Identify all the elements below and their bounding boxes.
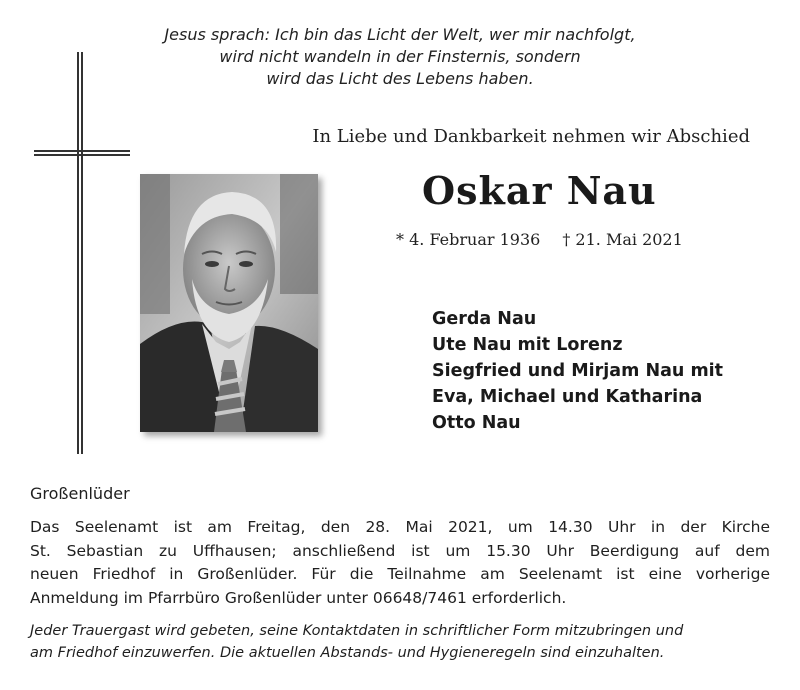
verse-line: wird das Licht des Lebens haben. [266,69,534,88]
verse-line: Jesus sprach: Ich bin das Licht der Welt, wer mir nachfolgt, [164,25,636,44]
service-details [30,516,770,610]
birth-date: * 4. Februar 1936 [396,230,541,249]
service-line: St. Sebastian zu Uffhausen; anschließend ist um 15.30 Uhr Beerdigung auf dem [30,541,770,560]
bible-verse [140,24,660,90]
place-name: Großenlüder [30,484,130,503]
portrait-photo [140,174,318,432]
hygiene-notice [30,620,770,664]
farewell-heading: In Liebe und Dankbarkeit nehmen wir Abschied [312,126,750,147]
verse-line: wird nicht wandeln in der Finsternis, sondern [219,47,581,66]
notice-line: am Friedhof einzuwerfen. Die aktuellen Abstands- und Hygieneregeln sind einzuhalten. [30,645,665,661]
deceased-name: Oskar Nau [422,168,657,213]
mourner: Siegfried und Mirjam Nau mit [432,361,724,381]
mourner: Otto Nau [432,413,521,433]
notice-line: Jeder Trauergast wird gebeten, seine Kontaktdaten in schriftlicher Form mitzubringen und [30,623,684,639]
mourner: Eva, Michael und Katharina [432,387,703,407]
mourner: Gerda Nau [432,309,537,329]
mourner: Ute Nau mit Lorenz [432,335,623,355]
mourners-list [432,306,723,436]
death-date: † 21. Mai 2021 [562,230,683,249]
service-line: Anmeldung im Pfarrbüro Großenlüder unter 06648/7461 erforderlich. [30,588,567,607]
cross-icon [28,52,132,454]
service-line: neuen Friedhof in Großenlüder. Für die Teilnahme am Seelenamt ist eine vorherige [30,565,770,583]
service-line: Das Seelenamt ist am Freitag, den 28. Mai 2021, um 14.30 Uhr in der Kirche [30,518,770,536]
life-dates [396,230,683,249]
